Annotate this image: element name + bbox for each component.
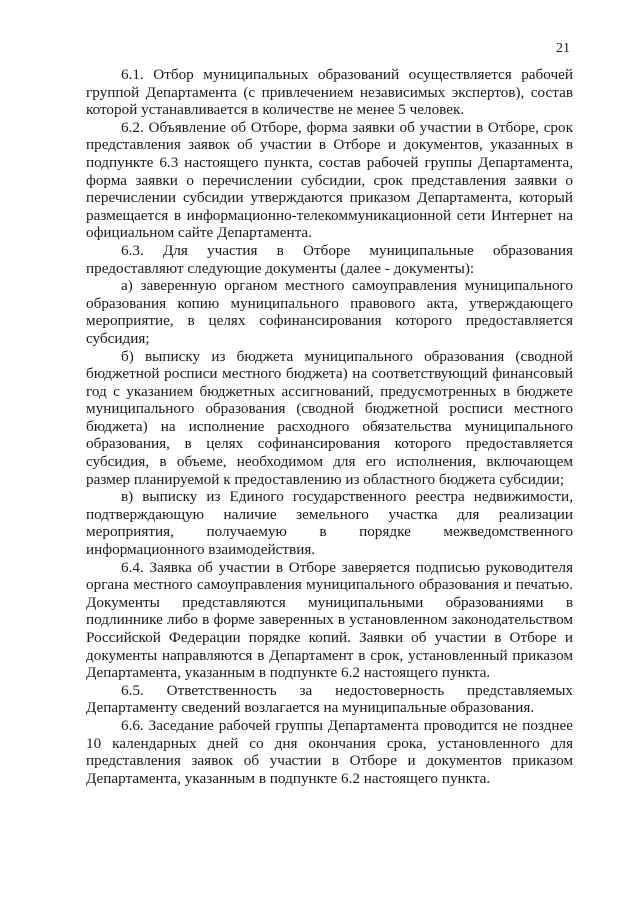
document-body	[86, 66, 573, 787]
paragraph-6-4: 6.4. Заявка об участии в Отборе заверяется подписью руководителя органа местного самоуправления муниципального образования и печатью. Документы представляются муниципальными образованиями в подлиннике либо в форме заверенных в установленном законодательством Российской Федерации порядке копий. Заявки об участии в Отборе и документы направляются в Департамент в срок, установленный приказом Департамента, указанным в подпункте 6.2 настоящего пункта.	[86, 558, 573, 682]
paragraph-6-3-a: а) заверенную органом местного самоуправления муниципального образования копию муниципального правового акта, утверждающего мероприятие, в целях софинансирования которого предоставляется субсидия;	[86, 277, 573, 347]
page-number: 21	[556, 41, 570, 56]
paragraph-6-3-v: в) выписку из Единого государственного реестра недвижимости, подтверждающую наличие земельного участка для реализации мероприятия, получаемую в порядке межведомственного информационного взаимодействия.	[86, 488, 573, 559]
paragraph-6-2: 6.2. Объявление об Отборе, форма заявки об участии в Отборе, срок представления заявок об участии в Отборе и документов, указанных в подпункте 6.3 настоящего пункта, состав рабочей группы Департамента, форма заявки о перечислении субсидии, срок представления заявки о перечислении субсидии утверждаются приказом Департамента, который размещается в информационно-телекоммуникационной сети Интернет на официальном сайте Департамента.	[86, 118, 573, 242]
paragraph-6-5: 6.5. Ответственность за недостоверность представляемых Департаменту сведений возлагается на муниципальные образования.	[86, 681, 573, 717]
paragraph-6-6: 6.6. Заседание рабочей группы Департамента проводится не позднее 10 календарных дней со дня окончания срока, установленного для представления заявок об участии в Отборе и документов приказом Департамента, указанным в подпункте 6.2 настоящего пункта.	[86, 716, 573, 787]
paragraph-6-1: 6.1. Отбор муниципальных образований осуществляется рабочей группой Департамента (с привлечением независимых экспертов), состав которой устанавливается в количестве не менее 5 человек.	[86, 66, 573, 119]
paragraph-6-3: 6.3. Для участия в Отборе муниципальные образования предоставляют следующие документы (далее - документы):	[86, 241, 573, 277]
paragraph-6-3-b: б) выписку из бюджета муниципального образования (сводной бюджетной росписи местного бюджета) на соответствующий финансовый год с указанием бюджетных ассигнований, предусмотренных в бюджете муниципального образования (сводной бюджетной росписи местного бюджета) на исполнение расходного обязательства муниципального образования, в целях софинансирования которого предоставляется субсидия, в объеме, необходимом для его исполнения, включающем размер планируемой к предоставлению из областного бюджета субсидии;	[86, 347, 573, 488]
